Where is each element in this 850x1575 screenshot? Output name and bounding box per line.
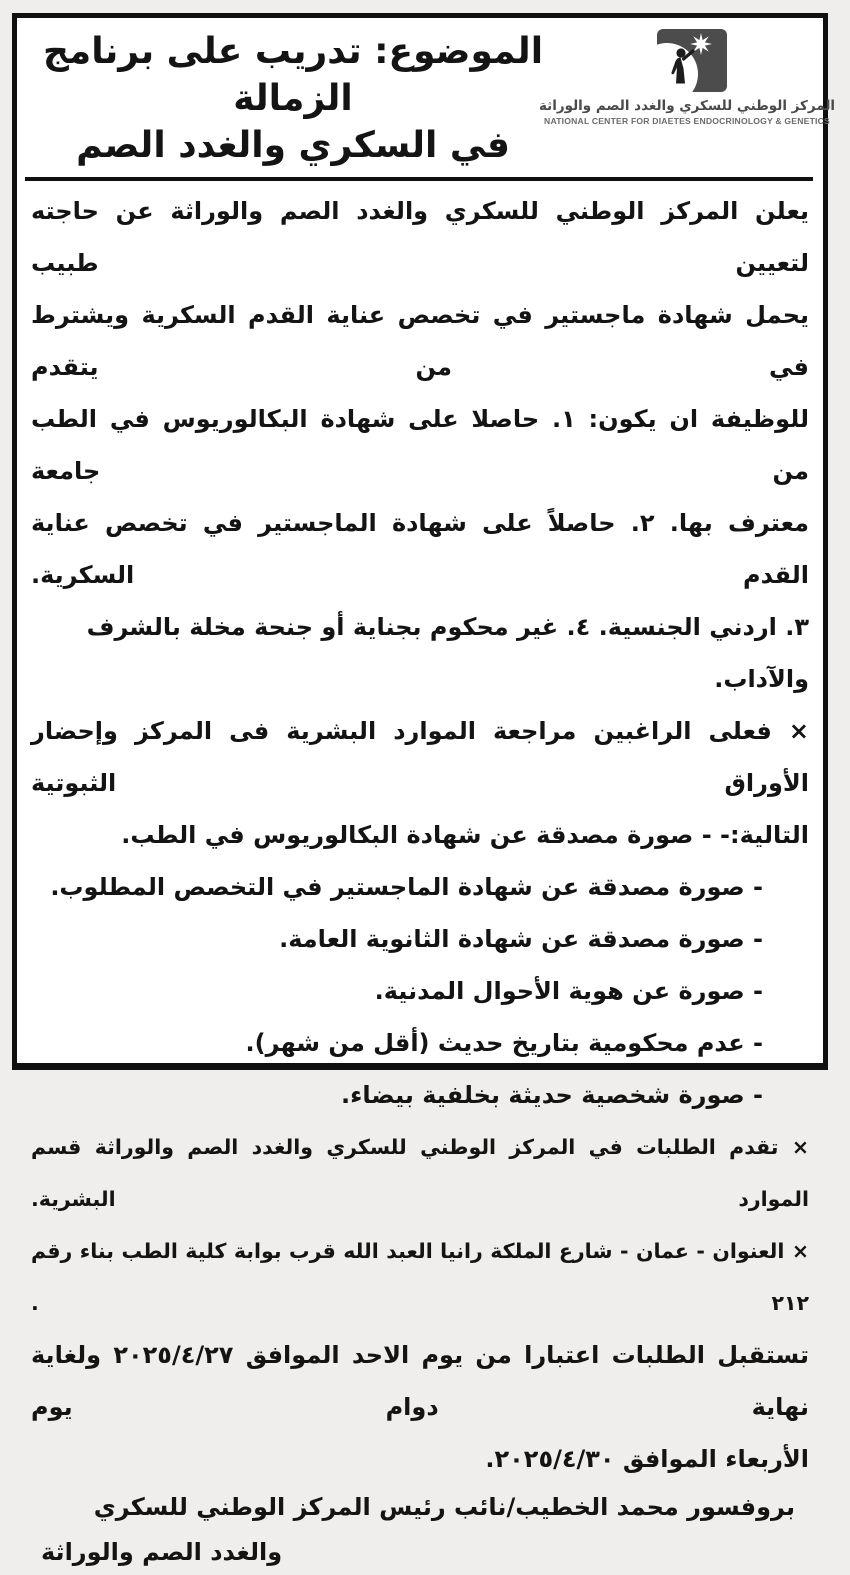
requirement-item: - صورة عن هوية الأحوال المدنية. bbox=[374, 977, 763, 1005]
ad-body bbox=[25, 181, 813, 1575]
ad-frame bbox=[12, 13, 836, 1566]
body-line: ٣. اردني الجنسية. ٤. غير محكوم بجناية أو جنحة مخلة بالشرف والآداب. bbox=[86, 613, 809, 693]
signature-line1: بروفسور محمد الخطيب/نائب رئيس المركز الوطني للسكري bbox=[93, 1493, 795, 1521]
ad-title bbox=[25, 26, 561, 169]
ad-title-line2: في السكري والغدد الصم bbox=[76, 125, 510, 166]
requirement-item: - صورة شخصية حديثة بخلفية بيضاء. bbox=[341, 1081, 763, 1109]
requirement-item: - صورة مصدقة عن شهادة الثانوية العامة. bbox=[279, 925, 763, 953]
body-line: معترف بها. ٢. حاصلاً على شهادة الماجستير في تخصص عناية القدم السكرية. bbox=[31, 509, 809, 589]
requirement-item: - صورة مصدقة عن شهادة الماجستير في التخصص المطلوب. bbox=[50, 873, 763, 901]
requirement-item: - عدم محكومية بتاريخ حديث (أقل من شهر). bbox=[245, 1029, 763, 1057]
address-line: × العنوان - عمان - شارع الملكة رانيا العبد الله قرب بوابة كلية الطب بناء رقم ٢١٢ . bbox=[31, 1239, 809, 1315]
center-name-english: NATIONAL CENTER FOR DIAETES ENDOCRINOLOGY & GENETICS bbox=[544, 116, 830, 126]
child-reaching-star-icon bbox=[641, 28, 733, 98]
date-line: تستقبل الطلبات اعتبارا من يوم الاحد الموافق ٢٠٢٥/٤/٢٧ ولغاية نهاية دوام يوم bbox=[31, 1341, 809, 1421]
body-line: للوظيفة ان يكون: ١. حاصلا على شهادة البكالوريوس في الطب من جامعة bbox=[31, 405, 809, 485]
submission-line: × تقدم الطلبات في المركز الوطني للسكري والغدد الصم والوراثة قسم الموارد البشرية. bbox=[31, 1135, 809, 1211]
body-line: × فعلى الراغبين مراجعة الموارد البشرية فى المركز وإحضار الأوراق الثبوتية bbox=[31, 717, 809, 797]
ad-title-line1: الموضوع: تدريب على برنامج الزمالة bbox=[42, 31, 544, 119]
ad-header bbox=[25, 24, 836, 181]
requirement-item: التالية:- - صورة مصدقة عن شهادة البكالوريوس في الطب. bbox=[121, 821, 809, 849]
body-line: يحمل شهادة ماجستير في تخصص عناية القدم السكرية ويشترط في من يتقدم bbox=[31, 301, 809, 381]
date-line: الأربعاء الموافق ٢٠٢٥/٤/٣٠. bbox=[485, 1445, 809, 1473]
signature-line2: والغدد الصم والوراثة bbox=[41, 1538, 283, 1566]
body-line: يعلن المركز الوطني للسكري والغدد الصم والوراثة عن حاجته لتعيين طبيب bbox=[31, 197, 809, 277]
center-logo bbox=[538, 26, 836, 127]
center-name-arabic: المركز الوطني للسكري والغدد الصم والوراثة bbox=[538, 98, 836, 114]
